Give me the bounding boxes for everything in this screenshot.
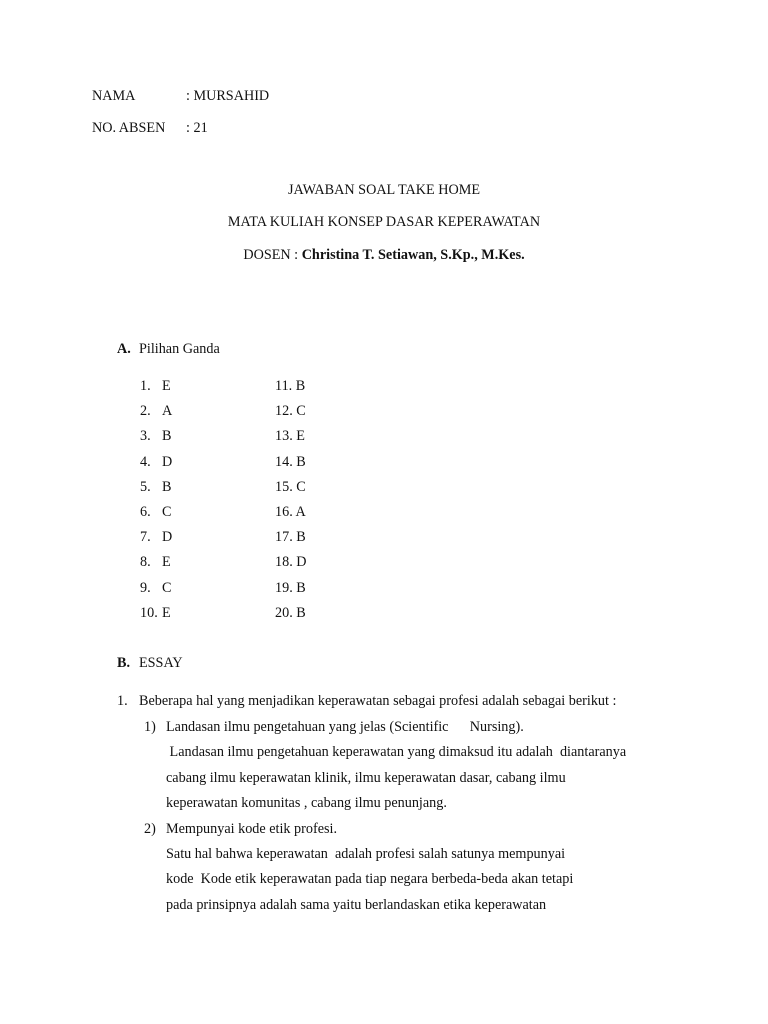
answer-item: 12. C: [275, 403, 306, 419]
section-a-heading: Pilihan Ganda: [139, 341, 220, 357]
document-title: JAWABAN SOAL TAKE HOME: [287, 182, 480, 198]
answer-item: 20. B: [275, 605, 306, 621]
answer-choice: E: [162, 554, 171, 570]
answer-number: 2.: [140, 403, 151, 419]
item-2-number: 2): [144, 821, 156, 837]
nama-label: NAMA: [92, 88, 136, 104]
answer-number: 9.: [140, 580, 151, 596]
course-title: MATA KULIAH KONSEP DASAR KEPERAWATAN: [227, 214, 541, 230]
item-2-line: Satu hal bahwa keperawatan adalah profesi salah satunya mempunyai: [166, 846, 566, 862]
answer-number: 6.: [140, 504, 151, 520]
answer-number: 3.: [140, 428, 151, 444]
lecturer-line: [0, 246, 768, 264]
item-2-title: Mempunyai kode etik profesi.: [166, 821, 337, 837]
item-1-title: Landasan ilmu pengetahuan yang jelas (Scientific Nursing).: [166, 719, 524, 735]
question-number: 1.: [117, 693, 128, 709]
answer-choice: E: [162, 605, 171, 621]
item-1-number: 1): [144, 719, 156, 735]
section-b-heading: ESSAY: [139, 655, 183, 671]
answer-number: 7.: [140, 529, 151, 545]
answer-number: 1.: [140, 378, 151, 394]
answer-choice: D: [162, 529, 173, 545]
answer-item: 15. C: [275, 479, 306, 495]
answer-item: 19. B: [275, 580, 306, 596]
absen-value: : 21: [186, 120, 208, 136]
answer-choice: B: [162, 479, 172, 495]
lecturer-label: DOSEN :: [243, 247, 302, 263]
answer-item: 14. B: [275, 454, 306, 470]
item-1-line: cabang ilmu keperawatan klinik, ilmu keperawatan dasar, cabang ilmu: [166, 770, 566, 786]
question-text: Beberapa hal yang menjadikan keperawatan sebagai profesi adalah sebagai berikut :: [139, 693, 617, 709]
answer-item: 16. A: [275, 504, 306, 520]
answer-number: 5.: [140, 479, 151, 495]
answer-choice: E: [162, 378, 171, 394]
item-1-line: Landasan ilmu pengetahuan keperawatan yang dimaksud itu adalah diantaranya: [166, 744, 627, 760]
item-1-line: keperawatan komunitas , cabang ilmu penunjang.: [166, 795, 447, 811]
answer-item: 11. B: [275, 378, 306, 394]
item-2-line: pada prinsipnya adalah sama yaitu berlandaskan etika keperawatan: [166, 897, 547, 913]
answer-choice: C: [162, 580, 172, 596]
answer-choice: C: [162, 504, 172, 520]
answer-item: 17. B: [275, 529, 306, 545]
answer-choice: A: [162, 403, 173, 419]
answer-choice: B: [162, 428, 172, 444]
nama-value: : MURSAHID: [186, 88, 270, 104]
item-2-line: kode Kode etik keperawatan pada tiap negara berbeda-beda akan tetapi: [166, 871, 574, 887]
lecturer-name: Christina T. Setiawan, S.Kp., M.Kes.: [301, 247, 525, 263]
answer-number: 4.: [140, 454, 151, 470]
section-b-marker: B.: [117, 655, 131, 671]
answer-number: 10.: [140, 605, 158, 621]
absen-label: NO. ABSEN: [92, 120, 166, 136]
answer-number: 8.: [140, 554, 151, 570]
answer-choice: D: [162, 454, 173, 470]
answer-item: 18. D: [275, 554, 307, 570]
section-a-marker: A.: [117, 341, 131, 357]
answer-item: 13. E: [275, 428, 305, 444]
